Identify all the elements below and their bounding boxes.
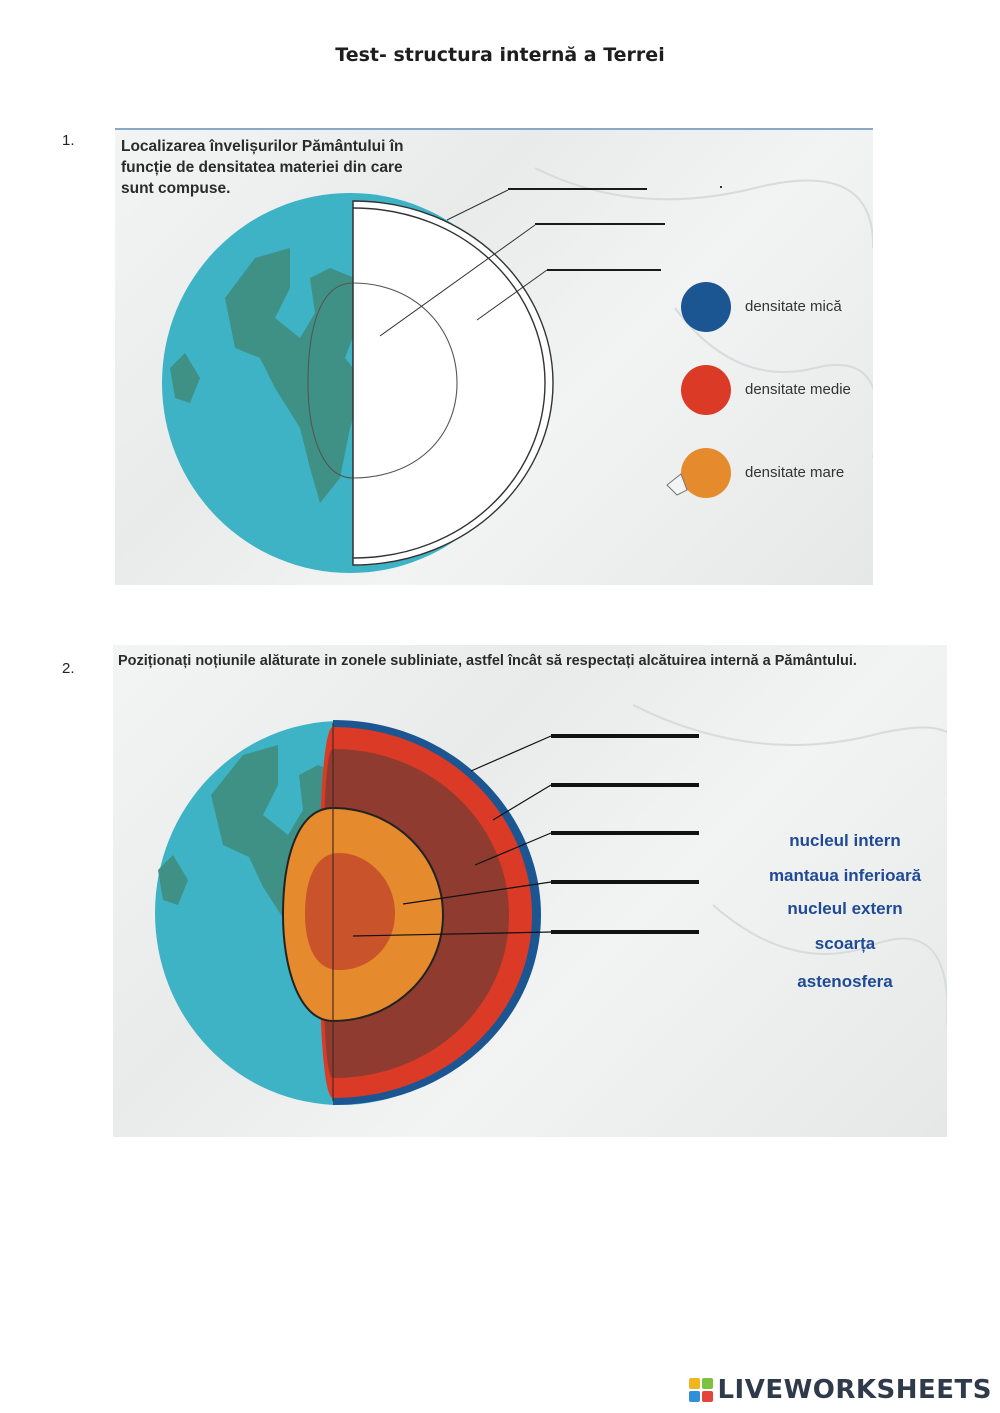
legend-circle-low-density[interactable] — [681, 282, 731, 332]
leader-line — [471, 736, 551, 771]
liveworksheets-logo-icon — [689, 1378, 713, 1402]
term-scoarta[interactable]: scoarța — [814, 934, 876, 953]
page-title: Test- structura internă a Terrei — [335, 44, 665, 66]
cutaway-outer-shell — [353, 201, 553, 565]
term-nucleul-intern[interactable]: nucleul intern — [789, 831, 901, 850]
map-line — [633, 705, 947, 795]
question-1-number: 1. — [62, 132, 75, 149]
map-line — [535, 168, 873, 248]
legend-circle-high-density[interactable] — [681, 448, 731, 498]
legend-circle-medium-density[interactable] — [681, 365, 731, 415]
term-mantaua-inferioara[interactable]: mantaua inferioară — [768, 866, 922, 885]
legend-label-low: densitate mică — [745, 298, 842, 315]
question-1-panel — [115, 128, 873, 585]
instruction-line: Localizarea învelișurilor Pământului în — [121, 138, 404, 155]
instruction-line: sunt compuse. — [121, 180, 231, 197]
legend-label-medium: densitate medie — [745, 381, 851, 398]
liveworksheets-wordmark: LIVEWORKSHEETS — [717, 1375, 992, 1405]
earth-structure-diagram — [113, 645, 947, 1137]
term-nucleul-extern[interactable]: nucleul extern — [787, 899, 903, 918]
question-2-panel — [113, 645, 947, 1137]
instruction-line: funcție de densitatea materiei din care — [121, 159, 403, 176]
question-2-instruction: Poziționați noțiunile alăturate in zonele subliniate, astfel încât să respectați alcătuirea internă a Pământului. — [118, 653, 857, 669]
question-2-number: 2. — [62, 660, 75, 677]
map-line — [713, 905, 947, 1025]
liveworksheets-brand[interactable] — [689, 1375, 992, 1405]
term-astenosfera[interactable]: astenosfera — [797, 972, 893, 991]
earth-density-diagram — [115, 128, 873, 585]
legend-label-high: densitate mare — [745, 464, 845, 481]
leader-line — [447, 190, 508, 220]
stray-mark — [720, 186, 722, 188]
